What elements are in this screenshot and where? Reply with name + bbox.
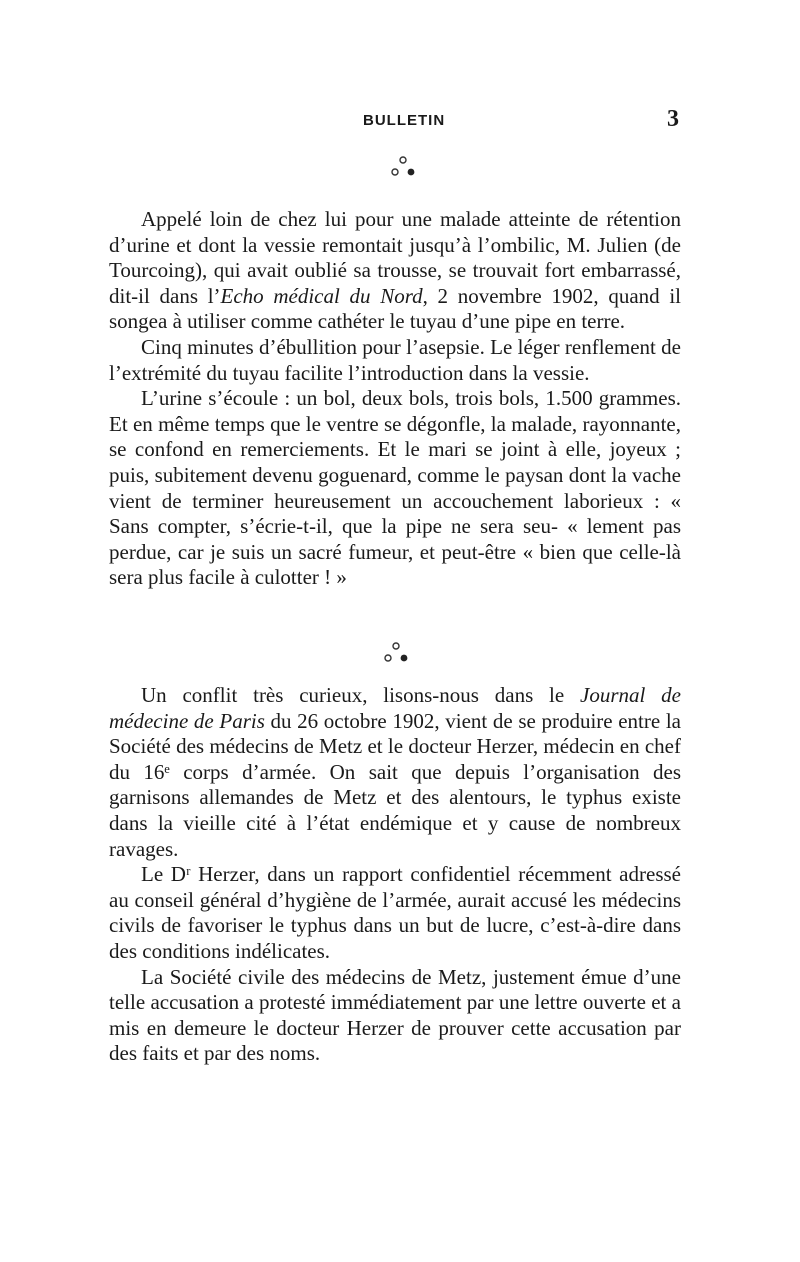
- paragraph: Le Dʳ Herzer, dans un rapport confidentiel récemment adressé au conseil général d’hygiène de l’armée, aurait accusé les médecins civils de favoriser le typhus dans un but de lucre, c’est-à-dire dans des conditions indélicates.: [109, 862, 681, 963]
- page-header: [0, 106, 800, 142]
- running-title: BULLETIN: [363, 112, 446, 129]
- paragraph: Un conflit très curieux, lisons-nous dans le Journal de médecine de Paris du 26 octobre 1902, vient de se produire entre la Société des médecins de Metz et le docteur Herzer, médecin en chef du 16ᵉ corps d’armée. On sait que depuis l’organisation des garnisons allemandes de Metz et des alentours, le typhus existe dans la vieille cité à l’état endémique et y cause de nombreux ravages.: [109, 683, 681, 861]
- ornament-icon: [379, 640, 419, 666]
- paragraph: La Société civile des médecins de Metz, justement émue d’une telle accusation a protesté immédiatement par une lettre ouverte et a mis en demeure le docteur Herzer de prouver cette accusation par des faits et par des noms.: [109, 964, 681, 1066]
- paragraph: Appelé loin de chez lui pour une malade atteinte de rétention d’urine et dont la vessie remontait jusqu’à l’ombilic, M. Julien (de Tourcoing), qui avait oublié sa trousse, se trouvait fort embarrassé, dit-il dans l’Echo médical du Nord, 2 novembre 1902, quand il songea à utiliser comme cathéter le tuyau d’une pipe en terre.: [109, 207, 681, 334]
- page-number: 3: [667, 106, 679, 132]
- article-herzer: [109, 683, 681, 1067]
- paragraph: L’urine s’écoule : un bol, deux bols, trois bols, 1.500 grammes. Et en même temps que le ventre se dégonfle, la malade, rayonnante, se confond en remerciements. Et le mari se joint à elle, joyeux ; puis, subitement devenu goguenard, comme le paysan dont la vache vient de terminer heureusement un accouchement laborieux : « Sans compter, s’écrie-t-il, que la pipe ne sera seu- « lement pas perdue, car je suis un sacré fumeur, et peut-être « bien que celle-là sera plus facile à culotter ! »: [109, 386, 681, 590]
- paragraph: Cinq minutes d’ébullition pour l’asepsie. Le léger renflement de l’extrémité du tuyau facilite l’introduction dans la vessie.: [109, 334, 681, 385]
- ornament-icon: [386, 154, 426, 180]
- article-julien: [109, 207, 681, 591]
